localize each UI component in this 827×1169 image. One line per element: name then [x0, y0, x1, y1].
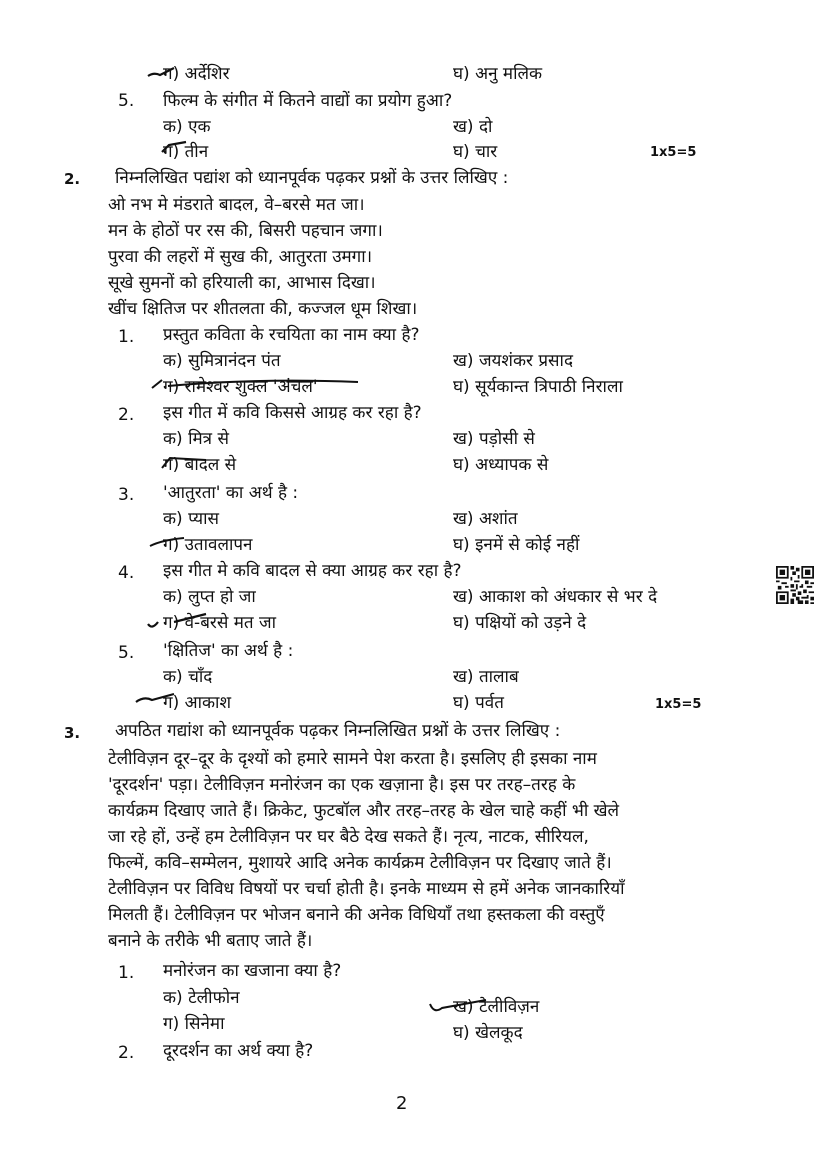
page-number: 2	[396, 1093, 408, 1114]
question-number: 5.	[118, 643, 135, 663]
answer-tick-mark	[146, 608, 236, 634]
instruction-text: निम्नलिखित पद्यांश को ध्यानपूर्वक पढ़कर प्रश्नों के उत्तर लिखिए :	[115, 168, 509, 188]
answer-tick-mark	[160, 140, 190, 158]
instruction-text: अपठित गद्यांश को ध्यानपूर्वक पढ़कर निम्नलिखित प्रश्नों के उत्तर लिखिए :	[115, 721, 561, 741]
answer-tick-mark	[428, 996, 488, 1018]
option-k: क) प्यास	[163, 509, 219, 529]
question-text: मनोरंजन का खजाना क्या है?	[163, 961, 342, 981]
poem-line: खींच क्षितिज पर शीतलता की, कज्जल धूम शिखा।	[108, 299, 418, 319]
option-gh: घ) पक्षियों को उड़ने दे	[453, 613, 587, 633]
answer-tick-mark	[148, 534, 188, 552]
question-number: 1.	[118, 963, 135, 983]
question-text: दूरदर्शन का अर्थ क्या है?	[163, 1041, 314, 1061]
option-gh: घ) अनु मलिक	[453, 64, 543, 84]
unseen-passage	[108, 746, 763, 954]
question-text: इस गीत में कवि किससे आग्रह कर रहा है?	[163, 403, 422, 423]
option-gh: घ) खेलकूद	[453, 1023, 523, 1043]
option-k: क) टेलीफोन	[163, 988, 240, 1008]
qr-code	[776, 566, 814, 604]
passage-line: फिल्में, कवि–सम्मेलन, मुशायरे आदि अनेक कार्यक्रम टेलीविज़न पर दिखाए जाते हैं।	[108, 853, 612, 873]
option-k: क) चाँद	[163, 667, 213, 687]
marks-label: 1x5=5	[650, 145, 697, 160]
passage-line: कार्यक्रम दिखाए जाते हैं। क्रिकेट, फुटबॉल और तरह–तरह के खेल चाहे कहीं भी खेले	[108, 801, 620, 821]
answer-tick-mark	[134, 692, 178, 710]
option-gh: घ) इनमें से कोई नहीं	[453, 535, 580, 555]
option-g: ग) अर्देशिर	[163, 64, 230, 84]
option-kh: ख) अशांत	[453, 509, 518, 529]
question-number: 2.	[118, 1043, 135, 1063]
option-g: ग) वे-बरसे मत जा	[163, 613, 277, 633]
passage-line: टेलीविज़न पर विविध विषयों पर चर्चा होती है। इनके माध्यम से हमें अनेक जानकारियाँ	[108, 879, 625, 899]
passage-line: मिलती हैं। टेलीविज़न पर भोजन बनाने की अनेक विधियाँ तथा हस्तकला की वस्तुएँ	[108, 905, 605, 925]
option-g: ग) बादल से	[163, 455, 237, 475]
question-number: 2.	[118, 405, 135, 425]
poem-line: ओ नभ मे मंडराते बादल, वे–बरसे मत जा।	[108, 195, 365, 215]
option-g: ग) सिनेमा	[163, 1014, 225, 1034]
answer-tick-mark	[148, 374, 363, 396]
passage-line: 'दूरदर्शन' पड़ा। टेलीविज़न मनोरंजन का एक खज़ाना है। इस पर तरह–तरह के	[108, 775, 576, 795]
option-kh: ख) पड़ोसी से	[453, 429, 535, 449]
question-number: 3.	[64, 724, 81, 742]
option-gh: घ) चार	[453, 142, 498, 162]
marks-label: 1x5=5	[655, 697, 702, 712]
option-kh: ख) टेलीविज़न	[453, 997, 540, 1017]
question-text: 'क्षितिज' का अर्थ है :	[163, 641, 294, 661]
passage-line: टेलीविज़न दूर–दूर के दृश्यों को हमारे सामने पेश करता है। इसलिए ही इसका नाम	[108, 749, 597, 769]
question-number: 3.	[118, 485, 135, 505]
question-number: 5.	[118, 91, 135, 111]
option-kh: ख) जयशंकर प्रसाद	[453, 351, 573, 371]
option-k: क) सुमित्रानंदन पंत	[163, 351, 281, 371]
question-number: 1.	[118, 327, 135, 347]
option-k: क) लुप्त हो जा	[163, 587, 256, 607]
poem-line: मन के होठों पर रस की, बिसरी पहचान जगा।	[108, 221, 383, 241]
option-kh: ख) तालाब	[453, 667, 519, 687]
question-number: 2.	[64, 170, 81, 188]
passage-line: जा रहे हों, उन्हें हम टेलीविज़न पर घर बैठे देख सकते हैं। नृत्य, नाटक, सीरियल,	[108, 827, 589, 847]
option-g: ग) आकाश	[163, 693, 231, 713]
question-text: 'आतुरता' का अर्थ है :	[163, 483, 299, 503]
option-g: ग) रामेश्वर शुक्ल 'अंचल'	[163, 377, 318, 397]
option-g: ग) तीन	[163, 142, 209, 162]
option-gh: घ) अध्यापक से	[453, 455, 549, 475]
option-k: क) एक	[163, 117, 211, 137]
option-g: ग) उतावलापन	[163, 535, 253, 555]
question-text: इस गीत मे कवि बादल से क्या आग्रह कर रहा है?	[163, 561, 462, 581]
option-gh: घ) सूर्यकान्त त्रिपाठी निराला	[453, 377, 623, 397]
passage-line: बनाने के तरीके भी बताए जाते हैं।	[108, 931, 313, 951]
question-text: फिल्म के संगीत में कितने वाद्यों का प्रयोग हुआ?	[163, 91, 453, 111]
option-kh: ख) दो	[453, 117, 493, 137]
option-kh: ख) आकाश को अंधकार से भर दे	[453, 587, 658, 607]
question-number: 4.	[118, 563, 135, 583]
option-k: क) मित्र से	[163, 429, 229, 449]
option-gh: घ) पर्वत	[453, 693, 504, 713]
poem-line: सूखे सुमनों को हरियाली का, आभास दिखा।	[108, 273, 376, 293]
question-text: प्रस्तुत कविता के रचयिता का नाम क्या है?	[163, 325, 420, 345]
poem-line: पुरवा की लहरों में सुख की, आतुरता उमगा।	[108, 247, 373, 267]
answer-tick-mark	[160, 454, 210, 474]
answer-tick-mark	[146, 66, 176, 82]
